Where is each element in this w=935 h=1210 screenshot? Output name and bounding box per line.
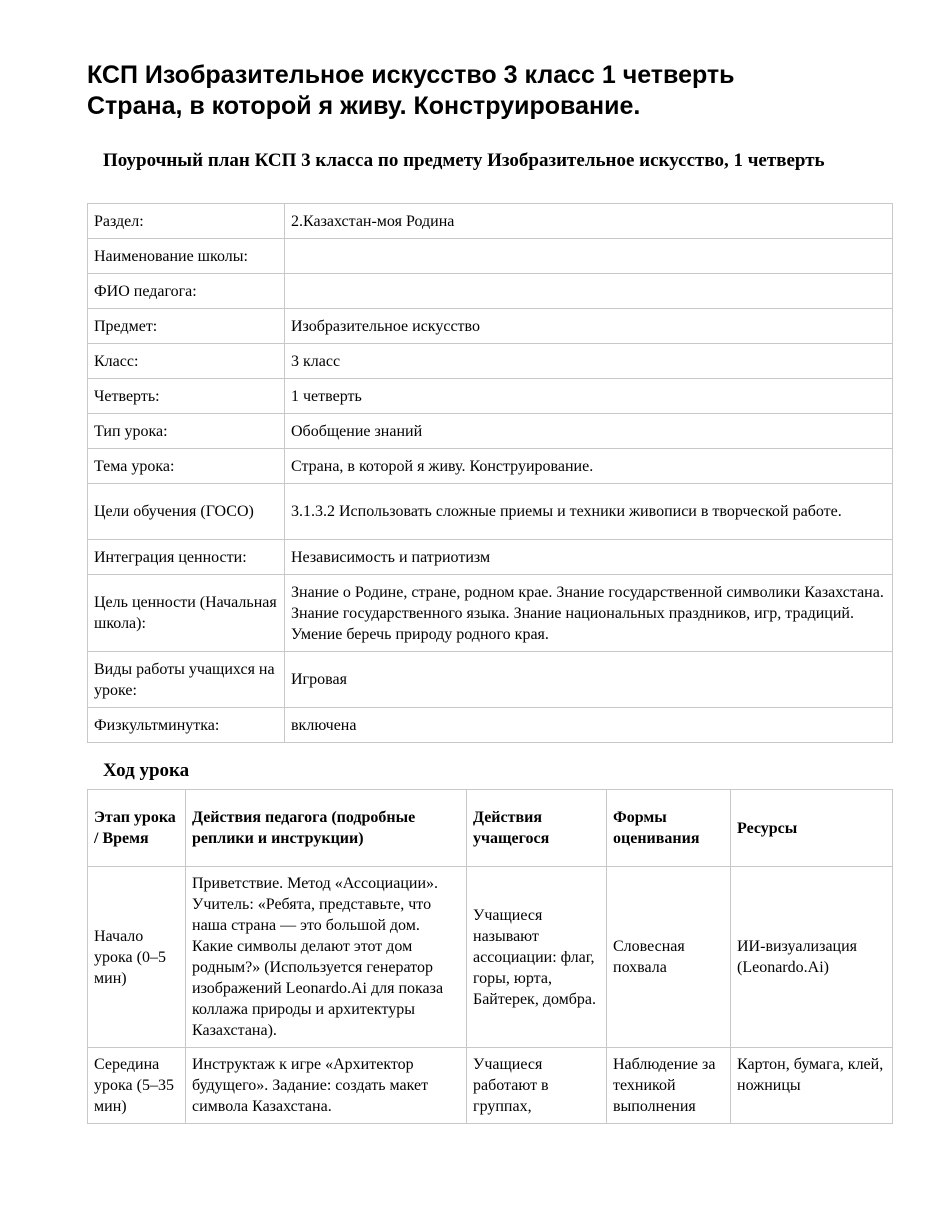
- row-value: Независимость и патриотизм: [285, 540, 893, 575]
- row-value: [285, 239, 893, 274]
- cell-stage: Середина урока (5–35 мин): [88, 1048, 186, 1124]
- row-value: 3.1.3.2 Использовать сложные приемы и техники живописи в творческой работе.: [285, 484, 893, 540]
- table-row: [88, 204, 893, 239]
- table-row: [88, 274, 893, 309]
- header-assessment: Формы оценивания: [607, 790, 731, 867]
- header-stage: Этап урока / Время: [88, 790, 186, 867]
- row-label: Цель ценности (Начальная школа):: [88, 575, 285, 652]
- title-line-2: Страна, в которой я живу. Конструирование.: [87, 92, 641, 120]
- cell-stage: Начало урока (0–5 мин): [88, 867, 186, 1048]
- cell-student-actions: Учащиеся работают в группах,: [467, 1048, 607, 1124]
- cell-assessment: Словесная похвала: [607, 867, 731, 1048]
- table-row: [88, 867, 893, 1048]
- row-value: Обобщение знаний: [285, 414, 893, 449]
- header-teacher-actions: Действия педагога (подробные реплики и инструкции): [186, 790, 467, 867]
- table-row: [88, 309, 893, 344]
- header-resources: Ресурсы: [731, 790, 893, 867]
- header-student-actions: Действия учащегося: [467, 790, 607, 867]
- table-row: [88, 708, 893, 743]
- row-label: Физкультминутка:: [88, 708, 285, 743]
- cell-teacher-actions: Инструктаж к игре «Архитектор будущего». Задание: создать макет символа Казахстана.: [186, 1048, 467, 1124]
- lesson-flow-table: [87, 789, 893, 1124]
- cell-teacher-actions: Приветствие. Метод «Ассоциации». Учитель: «Ребята, представьте, что наша страна — это большой дом. Какие символы делают этот дом родным?» (Используется генератор изображений Leonardo.Ai для показа коллажа природы и архитектуры Казахстана).: [186, 867, 467, 1048]
- table-row: [88, 449, 893, 484]
- cell-assessment: Наблюдение за техникой выполнения: [607, 1048, 731, 1124]
- table-header-row: [88, 790, 893, 867]
- row-label: Класс:: [88, 344, 285, 379]
- table-row: [88, 652, 893, 708]
- row-value: Изобразительное искусство: [285, 309, 893, 344]
- row-value: Игровая: [285, 652, 893, 708]
- row-value: [285, 274, 893, 309]
- table-row: [88, 540, 893, 575]
- cell-resources: Картон, бумага, клей, ножницы: [731, 1048, 893, 1124]
- row-value: 3 класс: [285, 344, 893, 379]
- table-row: [88, 484, 893, 540]
- title-line-1: КСП Изобразительное искусство 3 класс 1 четверть: [87, 61, 735, 89]
- row-label: Цели обучения (ГОСО): [88, 484, 285, 540]
- row-value: Знание о Родине, стране, родном крае. Знание государственной символики Казахстана. Знание государственного языка. Знание национальных праздников, игр, традиций. Умение беречь природу родного края.: [285, 575, 893, 652]
- table-row: [88, 344, 893, 379]
- row-label: Предмет:: [88, 309, 285, 344]
- row-label: Виды работы учащихся на уроке:: [88, 652, 285, 708]
- table-row: [88, 414, 893, 449]
- row-label: Тема урока:: [88, 449, 285, 484]
- table-row: [88, 379, 893, 414]
- row-label: Интеграция ценности:: [88, 540, 285, 575]
- table-row: [88, 575, 893, 652]
- cell-student-actions: Учащиеся называют ассоциации: флаг, горы, юрта, Байтерек, домбра.: [467, 867, 607, 1048]
- lesson-course-title: Ход урока: [103, 760, 190, 781]
- row-label: Тип урока:: [88, 414, 285, 449]
- row-value: Страна, в которой я живу. Конструирование.: [285, 449, 893, 484]
- table-row: [88, 1048, 893, 1124]
- row-value: 2.Казахстан-моя Родина: [285, 204, 893, 239]
- row-label: Наименование школы:: [88, 239, 285, 274]
- row-label: ФИО педагога:: [88, 274, 285, 309]
- cell-resources: ИИ-визуализация (Leonardo.Ai): [731, 867, 893, 1048]
- plan-subtitle: Поурочный план КСП 3 класса по предмету Изобразительное искусство, 1 четверть: [103, 150, 825, 171]
- table-row: [88, 239, 893, 274]
- document-title: [87, 60, 887, 122]
- row-label: Четверть:: [88, 379, 285, 414]
- lesson-info-table: [87, 203, 893, 743]
- row-value: включена: [285, 708, 893, 743]
- row-label: Раздел:: [88, 204, 285, 239]
- row-value: 1 четверть: [285, 379, 893, 414]
